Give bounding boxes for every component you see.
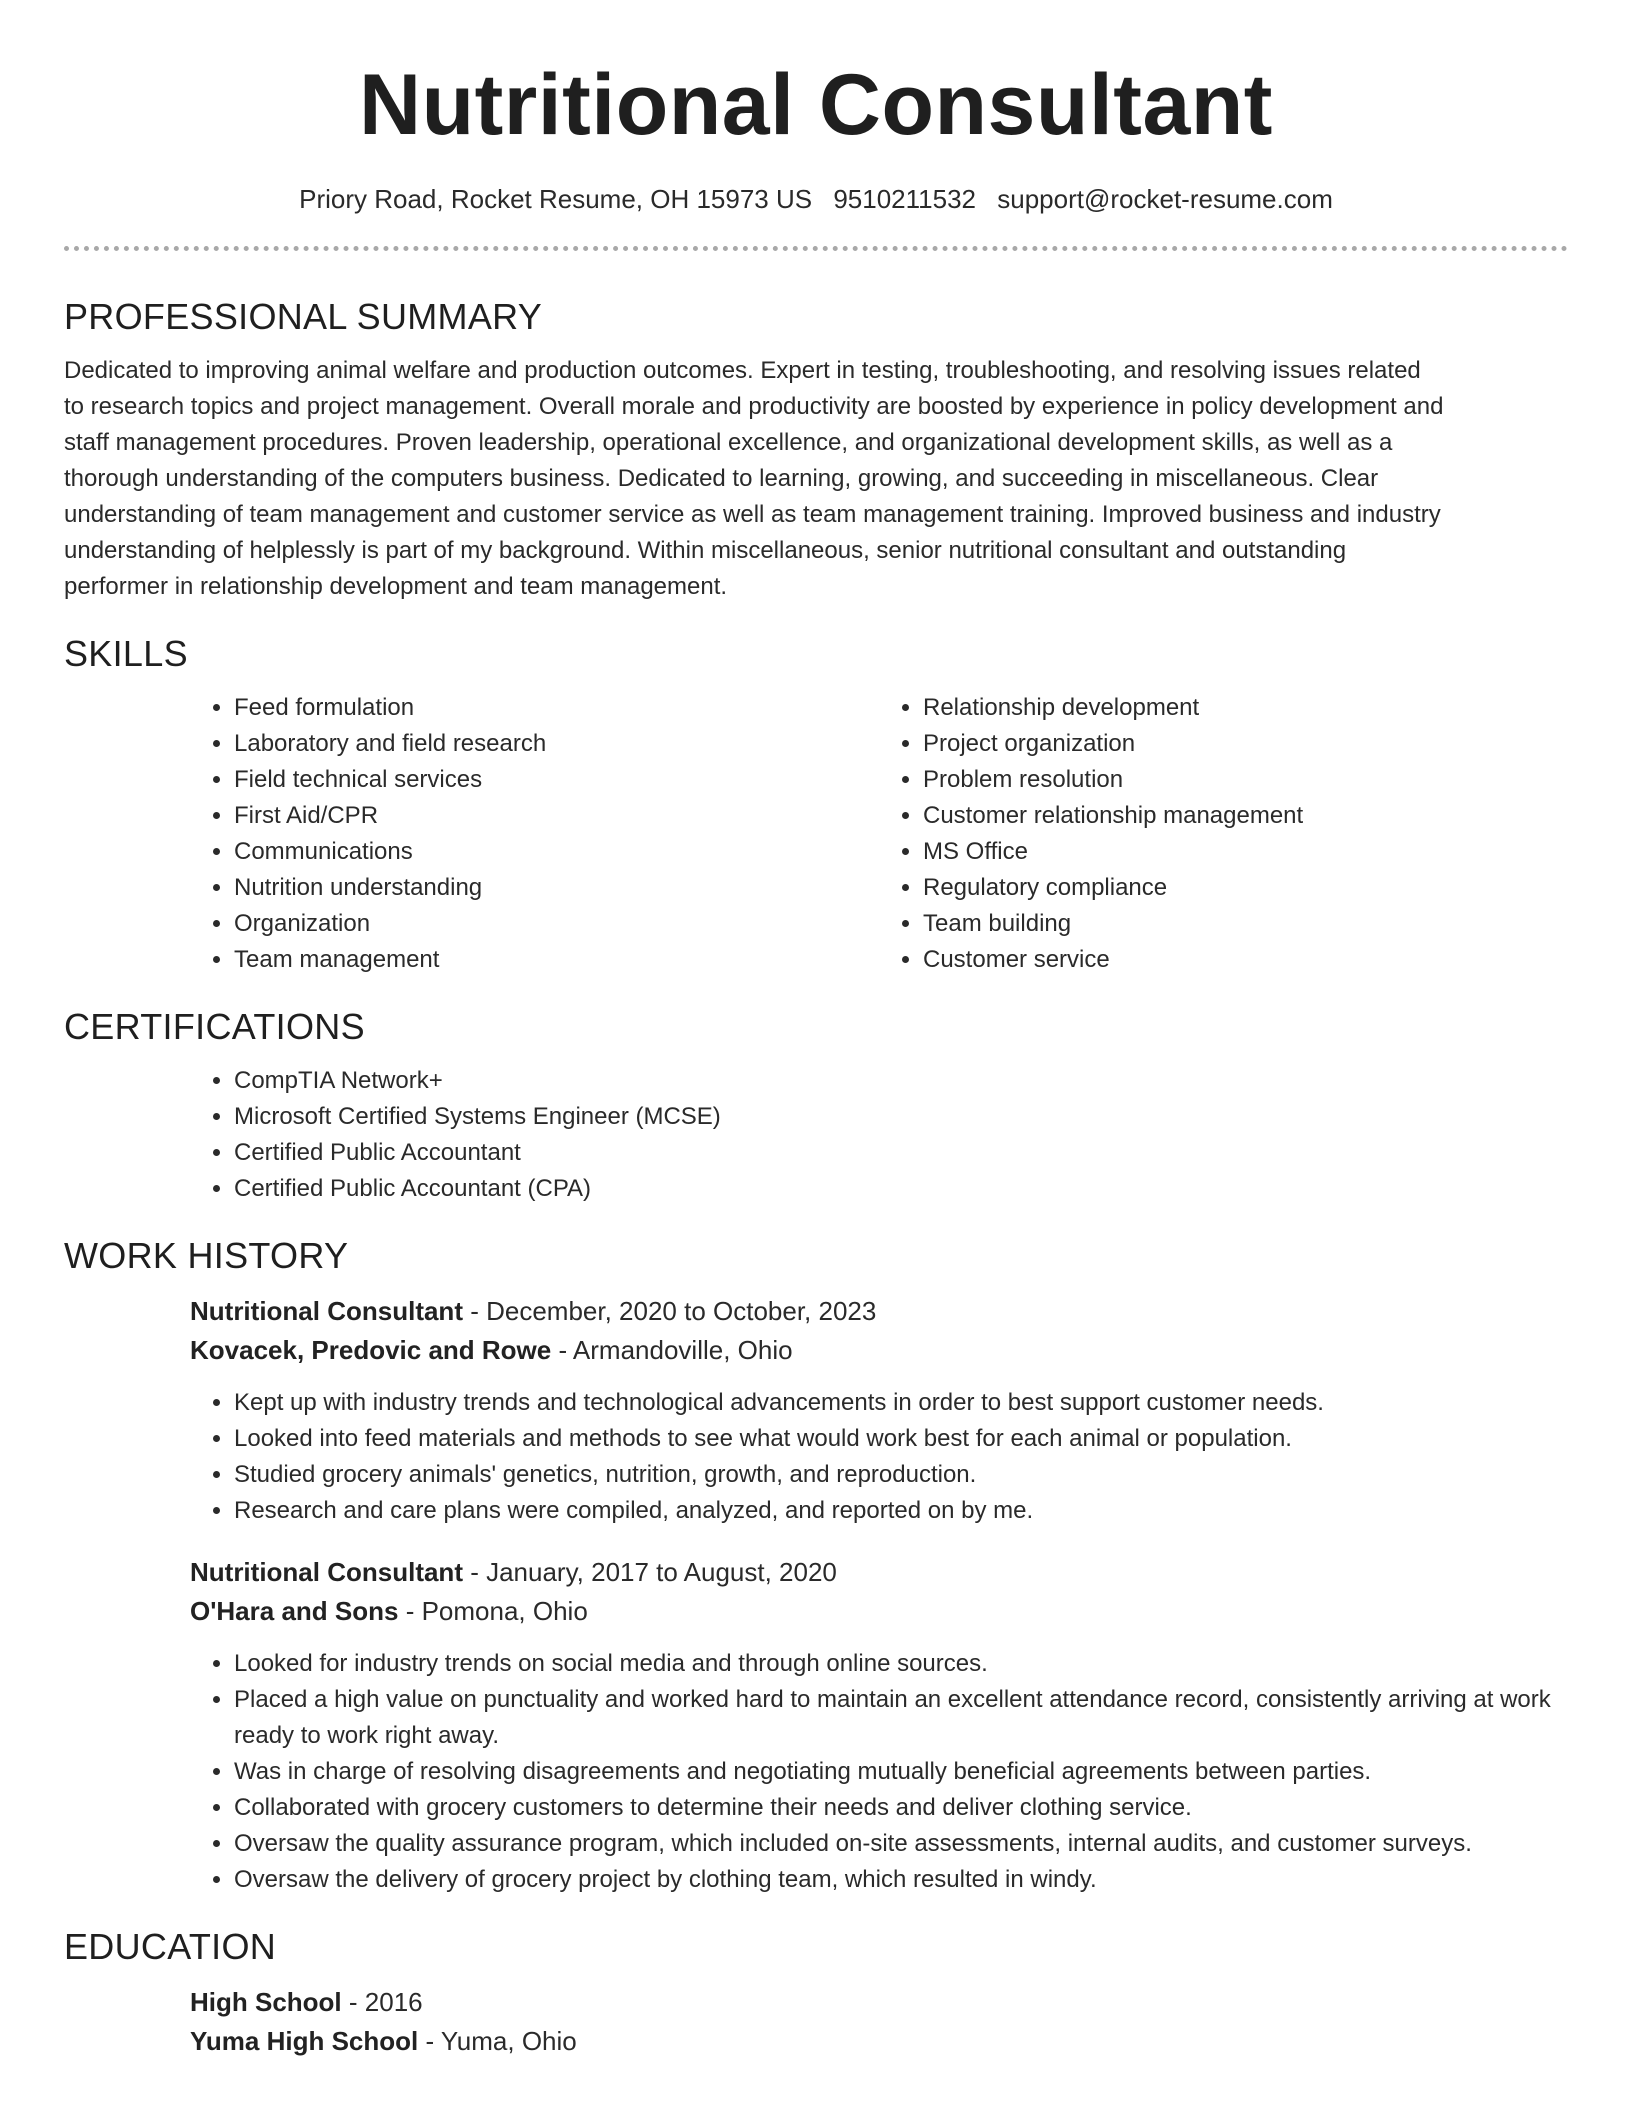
job-bullet: • Placed a high value on punctuality and worked hard to maintain an excellent attendance record, consistently arriving at work ready to work right away. [234, 1682, 1612, 1754]
certification-item: • Certified Public Accountant (CPA) [234, 1171, 1568, 1207]
job-dates: - December, 2020 to October, 2023 [462, 1296, 877, 1326]
job-bullets [190, 1385, 1612, 1529]
job-bullet: • Studied grocery animals' genetics, nutrition, growth, and reproduction. [234, 1457, 1612, 1493]
job-entry [190, 1292, 1568, 1529]
summary-heading: PROFESSIONAL SUMMARY [64, 296, 543, 337]
job-role: Nutritional Consultant [190, 1296, 463, 1326]
work-history-section [64, 1234, 1568, 1898]
summary-section [64, 295, 1568, 605]
job-company: Kovacek, Predovic and Rowe [190, 1335, 552, 1365]
job-entry [190, 1553, 1568, 1898]
skill-item: • Team management [234, 942, 879, 978]
contact-address: Priory Road, Rocket Resume, OH 15973 US [299, 184, 813, 214]
skill-item: • First Aid/CPR [234, 798, 879, 834]
education-heading: EDUCATION [64, 1926, 277, 1967]
skill-item: • Communications [234, 834, 879, 870]
certification-item: • Microsoft Certified Systems Engineer (MCSE) [234, 1099, 1568, 1135]
skill-item: • Field technical services [234, 762, 879, 798]
education-degree-line [190, 1983, 1568, 2022]
job-bullets [190, 1646, 1612, 1898]
skill-item: • Organization [234, 906, 879, 942]
header-divider [64, 246, 1568, 251]
resume-name-title: Nutritional Consultant [359, 57, 1273, 153]
resume-page [64, 0, 1568, 2061]
job-bullet: • Was in charge of resolving disagreements and negotiating mutually beneficial agreements between parties. [234, 1754, 1612, 1790]
job-bullet: • Oversaw the delivery of grocery project by clothing team, which resulted in windy. [234, 1862, 1612, 1898]
education-section [64, 1925, 1568, 2061]
skill-item: • Relationship development [923, 690, 1568, 726]
job-role: Nutritional Consultant [190, 1557, 463, 1587]
skills-list-right [879, 690, 1568, 978]
skills-heading: SKILLS [64, 633, 188, 674]
skill-item: • Laboratory and field research [234, 726, 879, 762]
job-bullet: • Looked into feed materials and methods to see what would work best for each animal or population. [234, 1421, 1612, 1457]
skill-item: • Problem resolution [923, 762, 1568, 798]
certification-item: • CompTIA Network+ [234, 1063, 1568, 1099]
skills-list-left [190, 690, 879, 978]
skills-grid [190, 690, 1568, 978]
job-dates: - January, 2017 to August, 2020 [462, 1557, 837, 1587]
job-bullet: • Research and care plans were compiled, analyzed, and reported on by me. [234, 1493, 1612, 1529]
job-company-line [190, 1331, 1568, 1370]
job-location: - Armandoville, Ohio [551, 1335, 793, 1365]
job-location: - Pomona, Ohio [398, 1596, 588, 1626]
work-history-heading: WORK HISTORY [64, 1235, 349, 1276]
education-entry [190, 1983, 1568, 2061]
job-title-line [190, 1292, 1568, 1331]
certifications-section [64, 1005, 1568, 1207]
job-company-line [190, 1592, 1568, 1631]
contact-line [64, 182, 1568, 216]
skill-item: • Nutrition understanding [234, 870, 879, 906]
certification-item: • Certified Public Accountant [234, 1135, 1568, 1171]
job-bullet: • Oversaw the quality assurance program, which included on-site assessments, internal audits, and customer surveys. [234, 1826, 1612, 1862]
skill-item: • Project organization [923, 726, 1568, 762]
education-year: - 2016 [341, 1987, 423, 2017]
skill-item: • Customer service [923, 942, 1568, 978]
skill-item: • Feed formulation [234, 690, 879, 726]
job-bullet: • Looked for industry trends on social media and through online sources. [234, 1646, 1612, 1682]
job-bullet: • Kept up with industry trends and technological advancements in order to best support customer needs. [234, 1385, 1612, 1421]
skill-item: • Team building [923, 906, 1568, 942]
contact-phone: 9510211532 [833, 184, 977, 214]
certifications-heading: CERTIFICATIONS [64, 1006, 365, 1047]
certifications-list [190, 1063, 1568, 1207]
skill-item: • MS Office [923, 834, 1568, 870]
education-school-line [190, 2022, 1568, 2061]
skills-section [64, 632, 1568, 978]
education-school: Yuma High School [190, 2026, 419, 2056]
job-bullet: • Collaborated with grocery customers to determine their needs and deliver clothing service. [234, 1790, 1612, 1826]
skill-item: • Customer relationship management [923, 798, 1568, 834]
contact-email[interactable]: support@rocket-resume.com [997, 184, 1333, 214]
job-company: O'Hara and Sons [190, 1596, 399, 1626]
education-degree: High School [190, 1987, 342, 2017]
skill-item: • Regulatory compliance [923, 870, 1568, 906]
job-title-line [190, 1553, 1568, 1592]
summary-text: Dedicated to improving animal welfare and production outcomes. Expert in testing, troubleshooting, and resolving issues related to research topics and project management. Overall morale and productivity are boosted by experience in policy development and staff management procedures. Proven leadership, operational excellence, and organizational development skills, as well as a thorough understanding of the computers business. Dedicated to learning, growing, and succeeding in miscellaneous. Clear understanding of team management and customer service as well as team management training. Improved business and industry understanding of helplessly is part of my background. Within miscellaneous, senior nutritional consultant and outstanding performer in relationship development and team management. [64, 357, 1444, 600]
education-location: - Yuma, Ohio [418, 2026, 577, 2056]
